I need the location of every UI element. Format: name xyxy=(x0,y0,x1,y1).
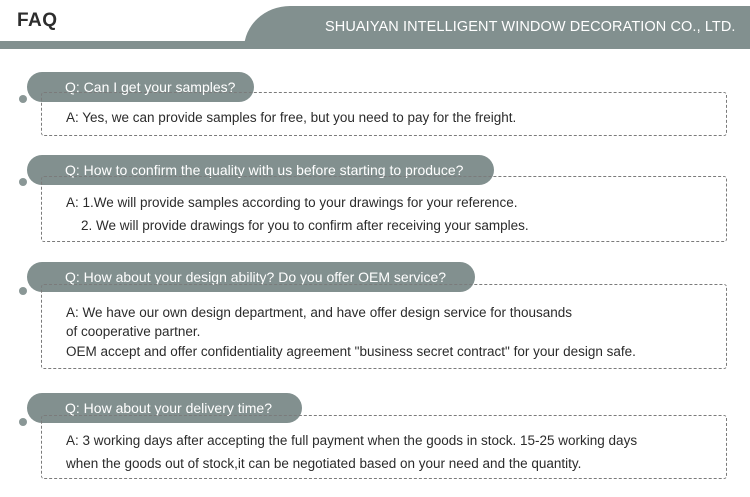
company-name: SHUAIYAN INTELLIGENT WINDOW DECORATION CO., LTD. xyxy=(325,19,736,35)
answer-line: A: We have our own design department, and have offer design service for thousands xyxy=(66,305,573,320)
faq-answer xyxy=(41,92,727,136)
faq-answer xyxy=(41,415,727,479)
answer-line: OEM accept and offer confidentiality agreement "business secret contract" for your design safe. xyxy=(66,344,636,359)
bullet-dot-icon xyxy=(19,287,27,295)
answer-line: 2. We will provide drawings for you to confirm after receiving your samples. xyxy=(81,218,529,233)
faq-question: Q: How about your design ability? Do you offer OEM service? xyxy=(27,262,475,292)
bullet-dot-icon xyxy=(19,418,27,426)
answer-line: of cooperative partner. xyxy=(66,324,201,339)
bullet-dot-icon xyxy=(19,95,27,103)
answer-line: A: Yes, we can provide samples for free, but you need to pay for the freight. xyxy=(66,110,517,125)
faq-question: Q: How to confirm the quality with us before starting to produce? xyxy=(27,155,494,185)
answer-line: A: 1.We will provide samples according to your drawings for your reference. xyxy=(66,195,518,210)
bullet-dot-icon xyxy=(19,178,27,186)
answer-line: when the goods out of stock,it can be negotiated based on your need and the quantity. xyxy=(66,456,582,471)
faq-question: Q: Can I get your samples? xyxy=(27,72,254,102)
answer-line: A: 3 working days after accepting the full payment when the goods in stock. 15-25 working days xyxy=(66,433,638,448)
faq-answer xyxy=(41,284,727,369)
page-header xyxy=(0,0,750,50)
faq-answer xyxy=(41,176,727,242)
faq-question: Q: How about your delivery time? xyxy=(27,393,302,423)
page-title: FAQ xyxy=(17,10,58,31)
